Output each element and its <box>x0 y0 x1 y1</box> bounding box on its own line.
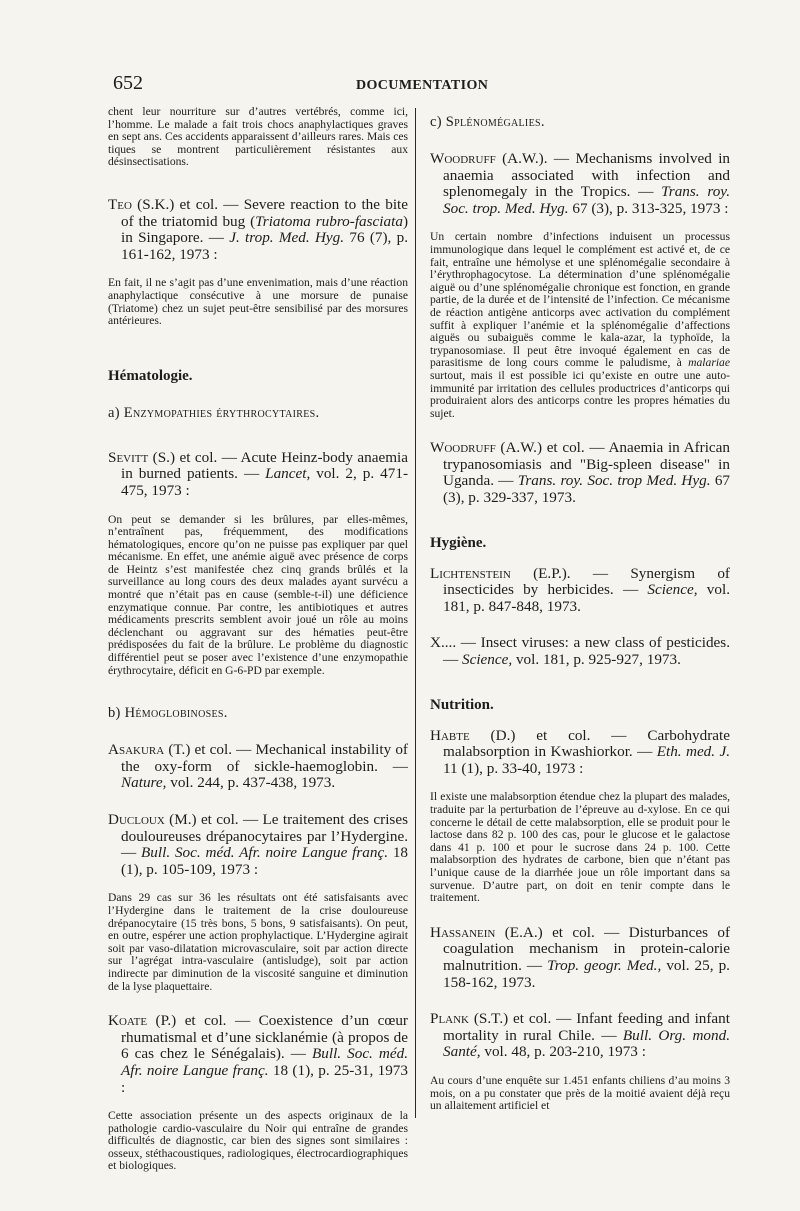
abstract-koate: Cette association présente un des aspects originaux de la pathologie cardio-vasculaire du Noir qui entraîne de grandes difficultés de diagnostic, car bien des signes sont similaires : osseux, stéthacoustiques, radiologiques, électrocardiographiques et biologiques. <box>108 1109 408 1173</box>
subsection-heading-c <box>430 114 730 131</box>
reference-koate <box>108 1013 408 1096</box>
subsection-title: Splénomégalies. <box>445 114 545 130</box>
title: Mechanical instability of the oxy-form of sickle-haemoglobin. — <box>121 741 408 775</box>
abstract-sevitt: On peut se demander si les brûlures, par elles-mêmes, n’entraînent pas, fréquemment, des modifications hématologiques, encore qu’on ne puisse pas expliquer par quel mécanisme. En effet, une anémie aiguë avec présence de corps de Heintz s’est manifestée chez cinq grands brûlés et la surveillance au long cours des deux malades ayant survécu a montré que n’était pas en cause (semble-t-il) une déficience enzymatique connue. Par contre, les antibiotiques et autres médicaments prescrits semblent avoir joué un rôle au moins déclenchant ou aggravant sur des hématies peut-être prédisposées du fait de la brûlure. Le problème du diagnostic différentiel peut se poser avec l’existence d’une enzymopathie érythrocytaire, déficit en G-6-PD par exemple. <box>108 512 408 677</box>
journal: Science, <box>647 581 698 599</box>
abstract-habte: Il existe une malabsorption étendue chez la plupart des malades, traduite par la perturbation de l’épreuve au d-xylose. En ce qui concerne le détail de cette malabsorption, elle se produit pour le lactose dans 82 p. 100 des cas, pour le glucose et le galactose dans 41 p. 100 et pour le sucrose dans 24 p. 100. Cette malabsorption des hydrates de carbone, bien que n’étant pas l’unique cause de la diarrhée joue un rôle important dans sa survenue. D’autre part, on doit en tenir compte dans le traitement. <box>430 790 730 905</box>
abstract-plank: Au cours d’une enquête sur 1.451 enfants chiliens d’au moins 3 mois, on a pu constater que près de la moitié avaient déjà reçu un allaitement artificiel et <box>430 1073 730 1113</box>
subsection-title: Enzymopathies érythrocytaires. <box>123 404 320 421</box>
reference-plank <box>430 1011 730 1061</box>
author: Plank <box>430 1010 469 1028</box>
title-italic: Triatoma rubro-fasciata <box>255 212 403 230</box>
title: Acute Heinz-body anaemia in burned patients. — <box>121 448 408 483</box>
journal: Science, <box>461 651 513 669</box>
author-suffix: (A.W.) et col. — <box>495 439 609 457</box>
volume: 18 (1), p. 105-109, 1973 : <box>121 844 409 878</box>
entry-sevitt <box>108 450 408 678</box>
reference-asakura <box>108 742 408 792</box>
reference-teo <box>108 197 408 263</box>
intro-text: chent leur nourriture sur d’autres vertébrés, comme ici, l’homme. Le malade a fait trois chocs anaphylactiques graves en sept ans. Ces accidents apparaissent d’ailleurs rares. Mais ces tiques se montrent particulièrement résistantes aux désinsectisations. <box>108 105 408 169</box>
volume: 67 (3), p. 313-325, 1973 : <box>568 199 729 217</box>
title: Infant feeding and infant mortality in rural Chile. — <box>443 1010 730 1044</box>
reference-woodruff-2 <box>430 440 730 506</box>
volume: 67 (3), p. 329-337, 1973. <box>443 472 731 507</box>
abstract-end: surtout, mais il est possible ici qu’existe en outre une auto-immunité par irritation des cellules productrices d’anticorps qui produiraient alors des anticorps contre les propres hématies du sujet. <box>430 368 730 420</box>
abstract-teo: En fait, il ne s’agit pas d’une envenimation, mais d’une réaction anaphylactique consécutive à une morsure de punaise (Triatome) chez un sujet peut-être sensibilisé par des morsures antérieures. <box>108 276 408 328</box>
subsection-heading-a <box>108 405 408 422</box>
author-suffix: (S.T.) et col. — <box>469 1010 577 1028</box>
journal: Bull. Org. mond. Santé, <box>443 1026 730 1061</box>
entry-x <box>430 635 730 668</box>
author: X.... — <box>430 634 481 652</box>
author: Woodruff <box>430 439 496 457</box>
journal: Trans. roy. Soc. trop Med. Hyg. <box>517 472 711 490</box>
author-suffix: (E.A.) et col. — <box>495 923 629 941</box>
author: Lichtenstein <box>430 564 511 582</box>
volume: vol. 181, p. 925-927, 1973. <box>512 651 681 669</box>
abstract-woodruff-1 <box>430 231 730 420</box>
journal: Bull. Soc. méd. Afr. noire Langue franç. <box>141 844 389 862</box>
volume: vol. 25, p. 158-162, 1973. <box>443 956 730 991</box>
author: Sevitt <box>108 448 149 466</box>
reference-habte <box>430 728 730 778</box>
entry-plank <box>430 1011 730 1113</box>
left-column <box>108 106 408 1173</box>
title: Insect viruses: a new class of pesticides. — <box>443 634 730 669</box>
journal: Nature, <box>121 774 167 792</box>
reference-lichtenstein <box>430 566 730 616</box>
running-head: DOCUMENTATION <box>356 78 489 93</box>
section-heading-nutrition: Nutrition. <box>430 696 494 713</box>
reference-x <box>430 635 730 668</box>
page-number: 652 <box>113 72 143 94</box>
author: Woodruff <box>430 150 496 167</box>
journal: Eth. med. J. <box>656 743 730 761</box>
title: Coexistence d’un cœur rhumatismal et d’une sicklanémie (à propos de 6 cas chez le Sénégalais). — <box>121 1012 408 1063</box>
title: Mechanisms involved in anaemia associated with infection and splenomegaly in the Tropics. — <box>443 150 731 201</box>
journal: J. trop. Med. Hyg. <box>229 229 345 247</box>
volume: vol. 181, p. 847-848, 1973. <box>443 581 730 615</box>
title: Synergism of insecticides by herbicides. — <box>443 564 730 599</box>
reference-ducloux <box>108 812 408 878</box>
entry-woodruff-2 <box>430 440 730 506</box>
entry-woodruff-1 <box>430 151 730 420</box>
section-heading-hematologie: Hématologie. <box>108 367 193 384</box>
entry-ducloux <box>108 812 408 993</box>
author: Hassanein <box>430 923 496 941</box>
reference-woodruff-1 <box>430 151 730 217</box>
entry-koate <box>108 1013 408 1173</box>
author: Koate <box>108 1012 148 1030</box>
volume: 76 (7), p. 161-162, 1973 : <box>121 229 408 263</box>
title: Le traitement des crises douloureuses drépanocytaires par l’Hydergine. — <box>121 811 408 862</box>
author: Ducloux <box>108 811 165 828</box>
journal: Trans. roy. Soc. trop. Med. Hyg. <box>443 183 730 217</box>
title: Carbohydrate malabsorption in Kwashiorkor. — <box>443 726 730 761</box>
entry-lichtenstein <box>430 566 730 616</box>
entry-teo <box>108 197 408 328</box>
author-suffix: (T.) et col. — <box>164 741 256 759</box>
author-suffix: (P.) et col. — <box>147 1012 259 1030</box>
abstract-text: Un certain nombre d’infections induisent un processus immunologique dans lequel le complément est activé et, de ce fait, entraîne une hémolyse et une splénomégalie secondaire à l’érythrophagocytose. La détermination d’une splénomégalie aiguë ou d’une splénomégalie chronique est fonction, en grande partie, de la durée et de l’intensité de l’infection. Ce mécanisme de réaction antigène anticorps avec activation du complément suffit à expliquer l’anémie et la splénomégalie d’affections aiguës ou subaiguës comme le kala-azar, la typhoïde, la trypanosomiase. Il peut être invoqué également en cas de parasitisme de long cours comme le paludisme, à <box>430 230 730 370</box>
subsection-label: c) <box>430 114 446 130</box>
abstract-italic: malariae <box>688 356 730 370</box>
author-suffix: (E.P.). — <box>510 564 631 582</box>
title: Disturbances of coagulation mechanism in protein-calorie malnutrition. — <box>443 923 730 974</box>
reference-hassanein <box>430 925 730 991</box>
title: Anaemia in African trypanosomiasis and "Big-spleen disease" in Uganda. — <box>443 439 730 490</box>
entry-hassanein <box>430 925 730 991</box>
reference-sevitt <box>108 450 408 500</box>
author-suffix: (D.) et col. — <box>469 726 648 744</box>
subsection-heading-b <box>108 705 408 722</box>
volume: 18 (1), p. 25-31, 1973 : <box>121 1061 408 1096</box>
abstract-ducloux: Dans 29 cas sur 36 les résultats ont été satisfaisants avec l’Hydergine dans le traitement de la crise douloureuse drépanocytaire (15 très bons, 5 bons, 9 satisfaisants). On peut, en outre, espérer une action prophylactique. L’Hydergine agirait soit par vaso-dilatation microvasculaire, soit par action directe sur l’agrégat intra-vasculaire (antisludge), soit par action indirecte par diminution de la viscosité sanguine et diminution de la lyse plaquettaire. <box>108 891 408 993</box>
author-suffix: (S.) et col. — <box>148 448 241 466</box>
author: Asakura <box>108 741 165 759</box>
section-heading-hygiene: Hygiène. <box>430 534 487 551</box>
journal: Trop. geogr. Med., <box>547 956 662 974</box>
journal: Lancet, <box>265 465 311 483</box>
journal: Bull. Soc. méd. Afr. noire Langue franç. <box>121 1045 408 1079</box>
author: Habte <box>430 726 470 744</box>
subsection-title: Hémoglobinoses. <box>124 705 228 722</box>
volume: vol. 48, p. 203-210, 1973 : <box>480 1043 646 1061</box>
author: Teo <box>108 195 132 213</box>
right-column <box>430 106 730 1113</box>
author-suffix: (M.) et col. — <box>164 811 263 828</box>
title-end: ) in Singapore. — <box>121 212 408 247</box>
author-suffix: (A.W.). — <box>495 150 576 167</box>
volume: 11 (1), p. 33-40, 1973 : <box>443 759 584 777</box>
column-divider <box>415 108 416 1118</box>
subsection-label: b) <box>108 705 125 722</box>
volume: vol. 2, p. 471-475, 1973 : <box>121 465 408 499</box>
title: Severe reaction to the bite of the triatomid bug ( <box>121 195 408 230</box>
volume: vol. 244, p. 437-438, 1973. <box>166 774 336 792</box>
entry-asakura <box>108 742 408 792</box>
entry-habte <box>430 728 730 905</box>
subsection-label: a) <box>108 404 124 421</box>
author-suffix: (S.K.) et col. — <box>131 195 244 213</box>
